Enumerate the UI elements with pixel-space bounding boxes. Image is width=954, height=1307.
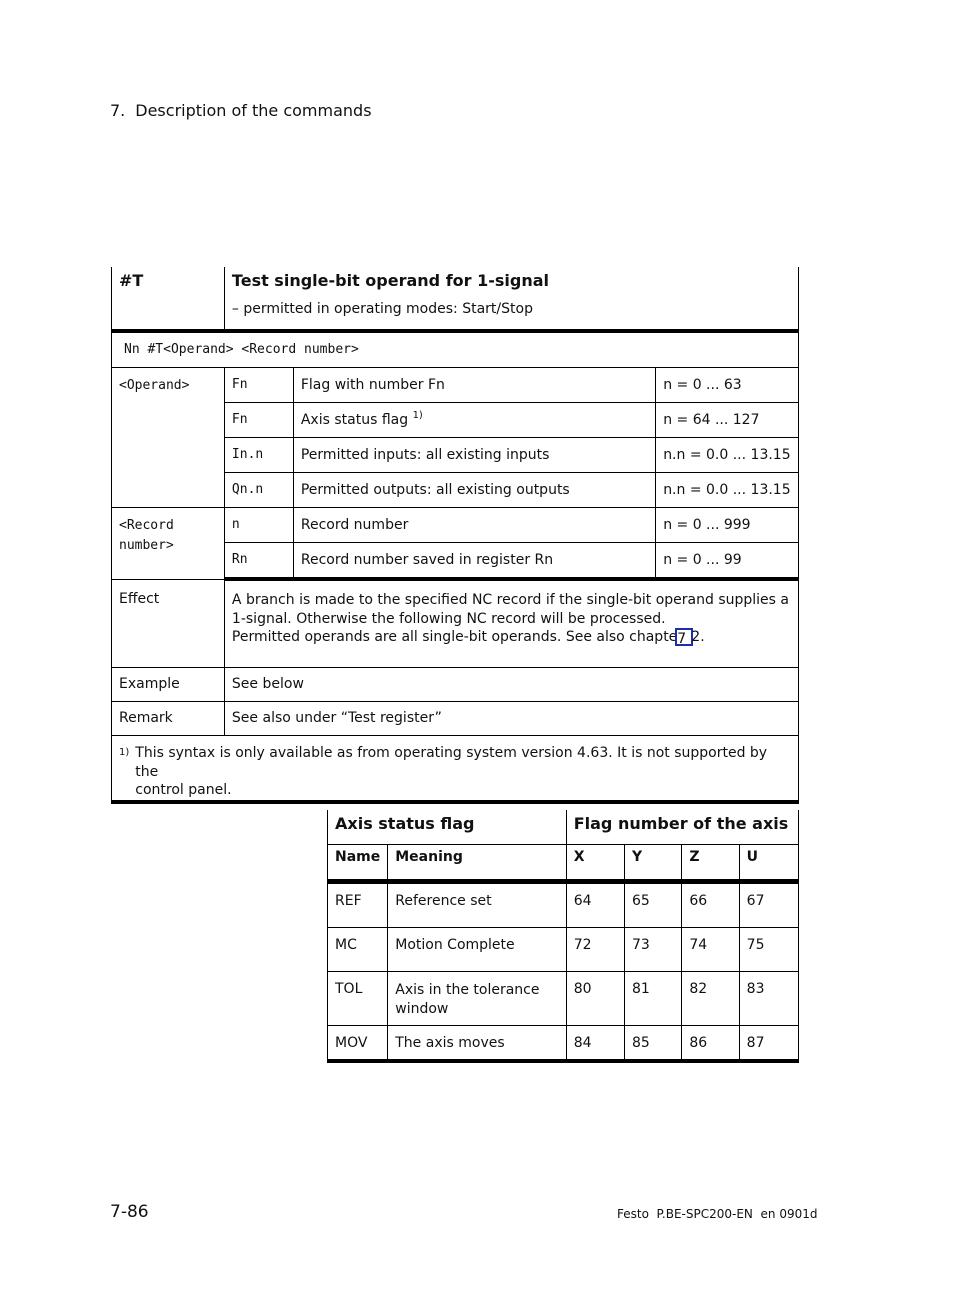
command-title: Test single-bit operand for 1-signal — [231, 271, 550, 290]
col-header: Y — [625, 845, 682, 882]
effect-line: 1-signal. Otherwise the following NC record will be processed. — [231, 610, 666, 627]
operand-code: In.n — [224, 438, 293, 473]
col-header: Meaning — [388, 845, 566, 882]
flag-meaning: The axis moves — [388, 1026, 566, 1062]
record-code: Rn — [224, 543, 293, 580]
flag-u: 87 — [739, 1026, 798, 1062]
operand-desc: Permitted inputs: all existing inputs — [293, 438, 655, 473]
operand-range: n = 64 ... 127 — [656, 403, 799, 438]
flag-u: 75 — [739, 928, 798, 972]
flag-z: 74 — [682, 928, 739, 972]
record-code: n — [224, 508, 293, 543]
footnote-ref: 1) — [412, 410, 423, 421]
col-header: Name — [328, 845, 388, 882]
remark-label: Remark — [112, 702, 225, 736]
command-syntax: Nn #T<Operand> <Record number> — [112, 331, 799, 368]
flag-name: TOL — [328, 972, 388, 1026]
command-table — [111, 267, 799, 804]
axis-title-left: Axis status flag — [328, 810, 567, 845]
flag-y: 65 — [625, 882, 682, 928]
flag-y: 85 — [625, 1026, 682, 1062]
chapter-link-text: 7 — [677, 631, 687, 647]
flag-x: 80 — [566, 972, 624, 1026]
flag-u: 67 — [739, 882, 798, 928]
flag-meaning: Motion Complete — [388, 928, 566, 972]
flag-z: 82 — [682, 972, 739, 1026]
operand-desc: Flag with number Fn — [293, 368, 655, 403]
example-text: See below — [224, 668, 798, 702]
remark-text: See also under “Test register” — [224, 702, 798, 736]
effect-line: 2. — [691, 629, 705, 645]
effect-line-3 — [232, 628, 791, 647]
axis-title-right: Flag number of the axis — [566, 810, 798, 845]
chapter-number: 7. — [110, 101, 126, 120]
operand-desc: Permitted outputs: all existing outputs — [293, 473, 655, 508]
flag-y: 81 — [625, 972, 682, 1026]
footnote-mark: 1) — [119, 747, 130, 758]
col-header: X — [566, 845, 624, 882]
operand-range: n.n = 0.0 ... 13.15 — [656, 473, 799, 508]
flag-y: 73 — [625, 928, 682, 972]
flag-z: 66 — [682, 882, 739, 928]
operand-desc-cell — [293, 403, 655, 438]
flag-name: REF — [328, 882, 388, 928]
flag-meaning: Axis in the tolerance window — [388, 972, 566, 1026]
col-header: U — [739, 845, 798, 882]
document-reference: Festo P.BE-SPC200-EN en 0901d — [617, 1207, 818, 1221]
flag-x: 72 — [566, 928, 624, 972]
effect-label: Effect — [112, 579, 225, 668]
effect-line: Permitted operands are all single-bit operands. See also chapte — [231, 629, 678, 645]
flag-meaning: Reference set — [388, 882, 566, 928]
flag-name: MOV — [328, 1026, 388, 1062]
effect-line: A branch is made to the specified NC record if the single-bit operand supplies a — [231, 592, 789, 608]
flag-z: 86 — [682, 1026, 739, 1062]
flag-name: MC — [328, 928, 388, 972]
command-title-cell — [224, 267, 798, 331]
effect-text — [224, 579, 798, 668]
operand-code: Qn.n — [224, 473, 293, 508]
flag-x: 84 — [566, 1026, 624, 1062]
table-row — [328, 1026, 799, 1062]
operand-code: Fn — [224, 368, 293, 403]
command-subtitle: – permitted in operating modes: Start/Stop — [231, 301, 533, 317]
command-code: #T — [112, 267, 225, 331]
footnote-line: control panel. — [135, 782, 232, 798]
footnote — [112, 736, 799, 802]
axis-status-table — [327, 810, 799, 1063]
chapter-header — [110, 101, 372, 120]
table-row — [328, 928, 799, 972]
chapter-title: Description of the commands — [135, 101, 372, 120]
page-number: 7-86 — [110, 1202, 149, 1222]
example-label: Example — [112, 668, 225, 702]
operand-desc: Axis status flag — [300, 412, 409, 428]
table-row — [328, 882, 799, 928]
col-header: Z — [682, 845, 739, 882]
flag-u: 83 — [739, 972, 798, 1026]
footnote-line: This syntax is only available as from operating system version 4.63. It is not supported by the — [135, 745, 768, 780]
record-desc: Record number saved in register Rn — [293, 543, 655, 580]
operand-range: n.n = 0.0 ... 13.15 — [656, 438, 799, 473]
record-label: <Record number> — [112, 508, 225, 580]
record-range: n = 0 ... 99 — [656, 543, 799, 580]
operand-range: n = 0 ... 63 — [656, 368, 799, 403]
operand-label: <Operand> — [112, 368, 225, 508]
table-row — [328, 972, 799, 1026]
record-range: n = 0 ... 999 — [656, 508, 799, 543]
record-desc: Record number — [293, 508, 655, 543]
flag-x: 64 — [566, 882, 624, 928]
operand-code: Fn — [224, 403, 293, 438]
